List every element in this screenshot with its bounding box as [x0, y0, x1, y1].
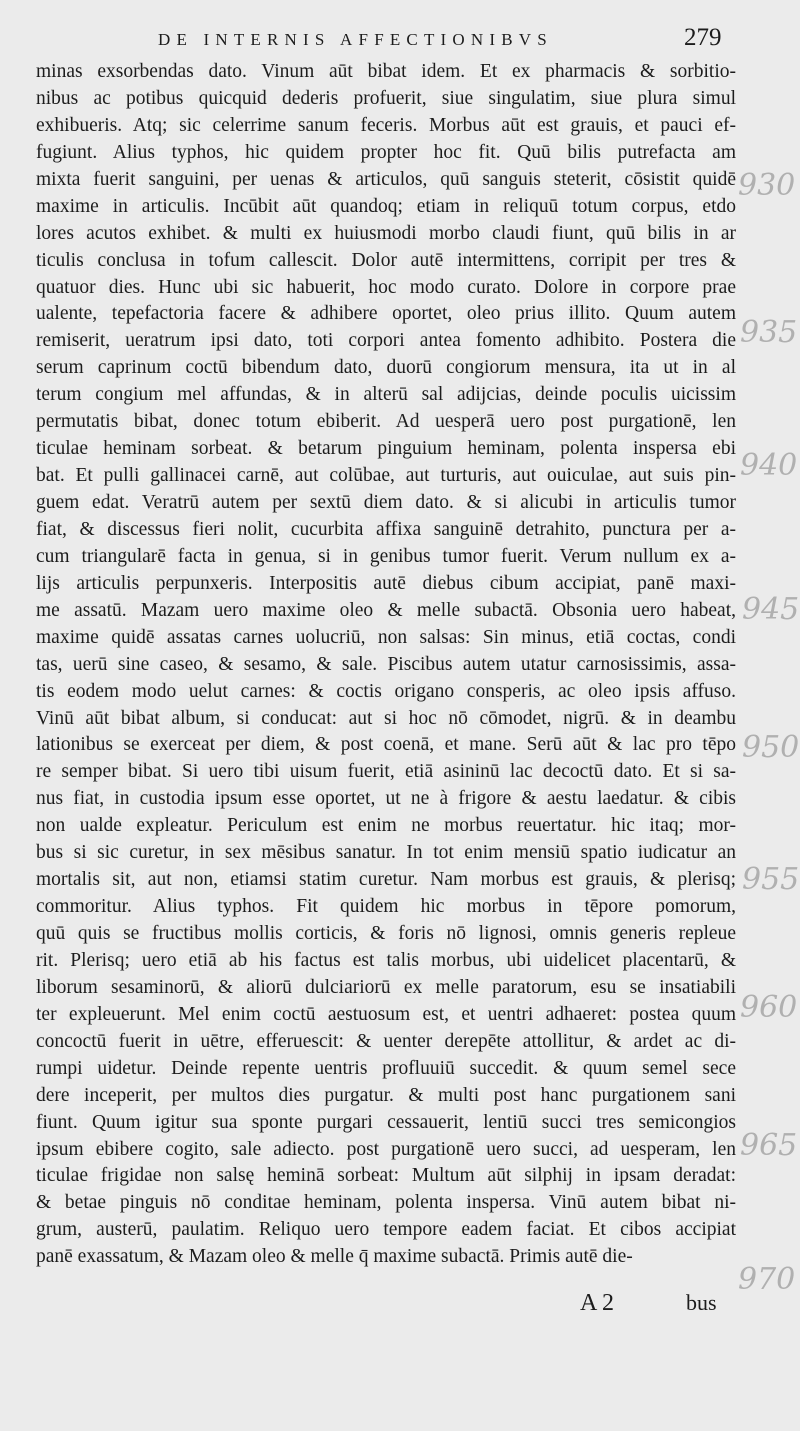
text-line: panē exassatum, & Mazam oleo & melle q̄ maxime subactā. Primis autē die- [36, 1246, 633, 1268]
margin-note: 965 [740, 1128, 798, 1163]
text-line: rumpi uidetur. Deinde repente uentris profluuiū succedit. & quum semel sece [36, 1057, 736, 1079]
text-line: concoctū fuerit in uētre, efferuescit: & uenter derepēte attollitur, & ardet ac di- [36, 1030, 736, 1052]
margin-note: 930 [738, 168, 796, 203]
text-line: & betae pinguis nō conditae heminam, polenta inspersa. Vinū autem bibat ni- [36, 1192, 736, 1214]
running-head [0, 22, 800, 62]
text-line: ticulae frigidae non salsę heminā sorbeat: Multum aūt silphij in ipsam deradat: [36, 1165, 736, 1187]
text-line: ualente, tepefactoria facere & adhibere oportet, oleo prius illito. Quum autem [36, 303, 736, 325]
text-line: liborum sesaminorū, & aliorū dulciariorū ex melle paratorum, esu se insatiabili [36, 976, 736, 998]
text-line: remiserit, ueratrum ipsi dato, toti corpori antea fomento adhibito. Postera die [36, 330, 736, 352]
text-line: bat. Et pulli gallinacei carnē, aut colūbae, aut turturis, aut ouiculae, aut suis pin- [36, 465, 736, 487]
text-line: ipsum ebibere cogito, sale adiecto. post purgationē uero succi, ad uesperam, len [36, 1138, 736, 1160]
running-head-title: DE INTERNIS AFFECTIONIBVS [158, 30, 553, 49]
text-line: serum caprinum coctū bibendum dato, duorū congiorum mensura, ita ut in al [36, 357, 736, 379]
text-line: dere inceperit, per multos dies purgatur. & multi post hanc purgationem sani [36, 1084, 736, 1106]
text-line: lijs articulis perpunxeris. Interpositis autē diebus cibum accipiat, panē maxi- [36, 572, 736, 594]
text-line: fiunt. Quum igitur sua sponte purgari cessauerit, lentiū succi tres semicongios [36, 1111, 736, 1133]
text-line: cum triangularē facta in genua, si in genibus tumor fuerit. Verum nullum ex a- [36, 545, 736, 567]
text-line: bus si sic curetur, in sex mēsibus sanatur. In tot enim mensiū spatio iudicatur an [36, 842, 736, 864]
text-line: ter expleuerunt. Mel enim coctū aestuosum est, et uentri adhaeret: postea quum [36, 1003, 736, 1025]
text-line: quū quis se fructibus mollis corticis, & foris nō lignosi, omnis generis repleue [36, 923, 736, 944]
text-line: mortalis sit, aut non, etiamsi statim curetur. Nam morbus est grauis, & plerisq; [36, 869, 736, 891]
text-line: tis eodem modo uelut carnes: & coctis origano consperis, ac oleo ipsis affuso. [36, 680, 736, 702]
text-line: quatuor dies. Hunc ubi sic habuerit, hoc modo curato. Dolore in corpore prae [36, 276, 736, 298]
text-line: fugiunt. Alius typhos, hic quidem propter hoc fit. Quū bilis putrefacta am [36, 141, 736, 163]
margin-note: 945 [742, 592, 800, 627]
margin-note: 960 [740, 990, 798, 1025]
text-line: ticulae heminam sorbeat. & betarum pinguium heminam, polenta inspersa ebi [36, 438, 736, 460]
text-line: grum, austerū, paulatim. Reliquo uero tempore eadem faciat. Et cibos accipiat [36, 1219, 736, 1241]
text-line: mixta fuerit sanguini, per uenas & articulos, quū sanguis steterit, cōsistit quidē [36, 168, 736, 190]
text-line: fiat, & discessus fieri nolit, cucurbita affixa sanguinē detrahito, punctura per a- [36, 518, 736, 540]
text-line: guem edat. Veratrū autem per sextū diem dato. & si alicubi in articulis tumor [36, 492, 736, 513]
text-line: lationibus se exerceat per diem, & post coenā, et mane. Serū aūt & lac pro tēpo [36, 734, 736, 756]
margin-note: 955 [742, 862, 800, 897]
page-footer [0, 1290, 800, 1330]
text-line: lores acutos exhibet. & multi ex huiusmodi morbo claudi fiunt, quū bilis in ar [36, 222, 736, 244]
text-line: rit. Plerisq; uero etiā ab his factus est talis morbus, ubi uidelicet placentarū, & [36, 949, 736, 971]
text-line: me assatū. Mazam uero maxime oleo & melle subactā. Obsonia uero habeat, [36, 599, 736, 621]
page-number: 279 [684, 24, 722, 51]
text-line: tas, uerū sine caseo, & sesamo, & sale. Piscibus autem utatur carnosissimis, assa- [36, 653, 736, 675]
body-text [36, 59, 736, 1271]
text-line: commoritur. Alius typhos. Fit quidem hic morbus in tēpore pomorum, [36, 896, 736, 918]
text-line: Vinū aūt bibat album, si conducat: aut si hoc nō cōmodet, nigrū. & in deambu [36, 707, 736, 729]
text-line: re semper bibat. Si uero tibi uisum fuerit, etiā asininū lac decoctū dato. Et si sa- [36, 761, 736, 783]
text-line: permutatis bibat, donec totum ebiberit. Ad uesperā uero post purgationē, len [36, 411, 736, 433]
text-line: ticulis conclusa in tofum callescit. Dolor autē intermittens, corripit per tres & [36, 249, 736, 271]
margin-note: 935 [740, 315, 798, 350]
text-line: exhibueris. Atq; sic celerrime sanum feceris. Morbus aūt est grauis, et pauci ef- [36, 114, 736, 136]
text-line: maxime in articulis. Incūbit aūt quandoq; etiam in reliquū totum corpus, etdo [36, 195, 736, 217]
text-line: nus fiat, in custodia ipsum esse oportet, ut ne à frigore & aestu laedatur. & cibis [36, 788, 736, 810]
catchword: bus [686, 1290, 717, 1315]
margin-note: 970 [738, 1262, 796, 1297]
margin-note: 950 [742, 730, 800, 765]
margin-note: 940 [740, 448, 798, 483]
text-line: terum congium mel affundas, & in alterū sal adijcias, deinde poculis uicissim [36, 384, 736, 406]
text-line: nibus ac potibus quicquid dederis profuerit, siue singulatim, siue plura simul [36, 87, 736, 109]
text-line: minas exsorbendas dato. Vinum aūt bibat idem. Et ex pharmacis & sorbitio- [36, 61, 736, 82]
signature-mark: A 2 [580, 1290, 615, 1316]
text-line: non ualde expleatur. Periculum est enim ne morbus reuertatur. hic itaq; mor- [36, 815, 736, 837]
text-line: maxime quidē assatas carnes uolucriū, non salsas: Sin minus, etiā coctas, condi [36, 626, 736, 648]
